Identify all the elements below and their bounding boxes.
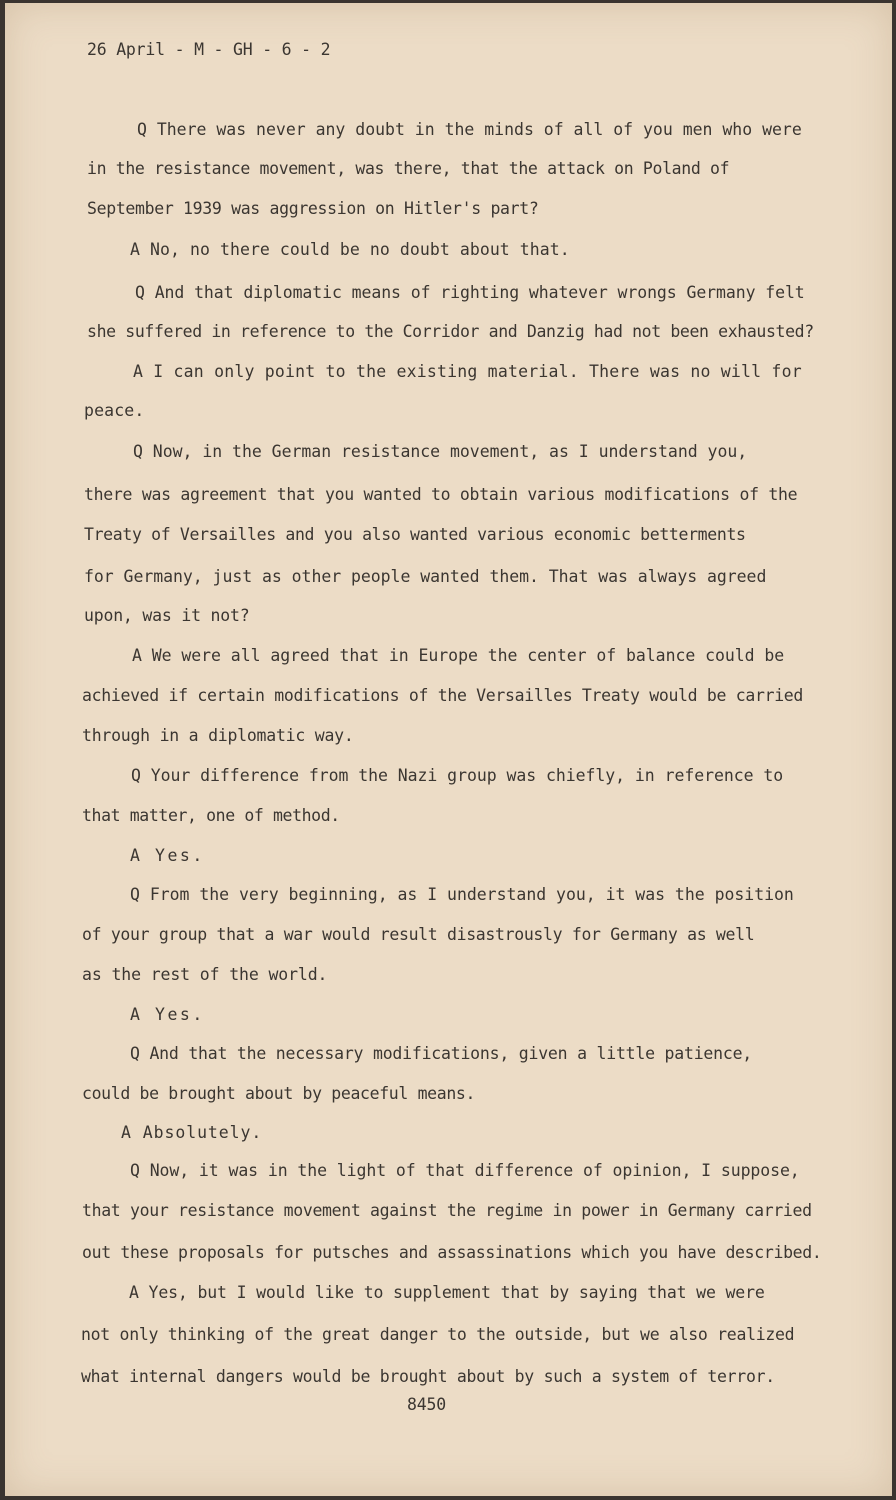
text-line: A We were all agreed that in Europe the center of balance could be xyxy=(132,646,785,665)
text-line: out these proposals for putsches and assassinations which you have described. xyxy=(82,1243,822,1262)
text-line: in the resistance movement, was there, that the attack on Poland of xyxy=(87,159,730,178)
text-line: there was agreement that you wanted to obtain various modifications of the xyxy=(84,485,798,504)
text-line: A Yes. xyxy=(130,1005,205,1024)
text-line: Q There was never any doubt in the minds of all of you men who were xyxy=(137,120,802,139)
text-line: A I can only point to the existing material. There was no will for xyxy=(133,362,802,381)
text-line: through in a diplomatic way. xyxy=(82,726,354,745)
page-number: 8450 xyxy=(407,1395,446,1414)
text-line: Q Now, in the German resistance movement, as I understand you, xyxy=(133,442,748,461)
text-line: Q And that the necessary modifications, given a little patience, xyxy=(130,1044,753,1063)
text-line: September 1939 was aggression on Hitler's part? xyxy=(87,199,539,218)
text-line: Q Your difference from the Nazi group was chiefly, in reference to xyxy=(131,766,784,785)
text-line: that your resistance movement against the regime in power in Germany carried xyxy=(82,1201,812,1220)
text-line: Treaty of Versailles and you also wanted various economic betterments xyxy=(84,525,746,544)
text-line: peace. xyxy=(84,401,145,420)
page-header: 26 April - M - GH - 6 - 2 xyxy=(87,40,331,59)
text-line: Q Now, it was in the light of that difference of opinion, I suppose, xyxy=(130,1161,800,1180)
text-line: for Germany, just as other people wanted them. That was always agreed xyxy=(84,567,767,586)
text-line: Q And that diplomatic means of righting whatever wrongs Germany felt xyxy=(135,283,805,302)
text-line: what internal dangers would be brought about by such a system of terror. xyxy=(81,1367,775,1386)
text-line: A No, no there could be no doubt about that. xyxy=(130,240,570,259)
text-line: of your group that a war would result disastrously for Germany as well xyxy=(82,925,755,944)
text-line: A Absolutely. xyxy=(121,1123,263,1142)
text-line: A Yes. xyxy=(130,846,205,865)
text-line: A Yes, but I would like to supplement that by saying that we were xyxy=(129,1283,765,1302)
text-line: achieved if certain modifications of the Versailles Treaty would be carried xyxy=(82,686,804,705)
text-line: upon, was it not? xyxy=(84,606,250,625)
text-line: as the rest of the world. xyxy=(82,965,328,984)
document-page xyxy=(5,3,892,1496)
text-line: that matter, one of method. xyxy=(82,806,340,825)
text-line: Q From the very beginning, as I understand you, it was the position xyxy=(130,885,794,904)
text-line: not only thinking of the great danger to the outside, but we also realized xyxy=(81,1325,795,1344)
text-line: could be brought about by peaceful means. xyxy=(82,1084,476,1103)
text-line: she suffered in reference to the Corridor and Danzig had not been exhausted? xyxy=(87,322,814,341)
